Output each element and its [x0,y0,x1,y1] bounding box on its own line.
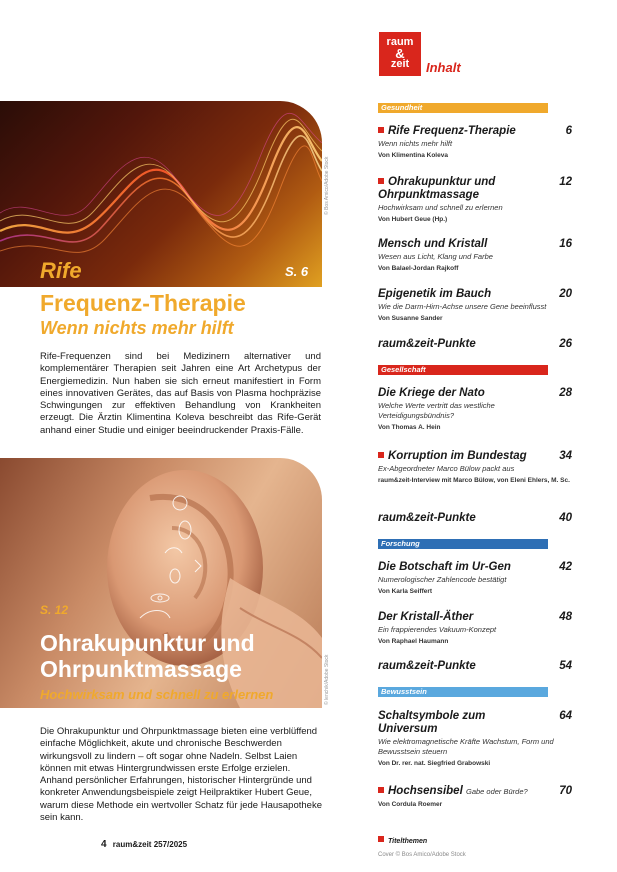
toc-entry-author: Von Dr. rer. nat. Siegfried Grabowski [378,760,491,767]
toc-entry-title: raum&zeit-Punkte [378,512,476,524]
toc-entry-title: Ohrakupunktur und Ohrpunktmassage [378,176,496,201]
toc-entry-title: Die Botschaft im Ur-Gen [378,561,511,573]
toc-entry-subtitle: Wie die Darm-Hirn-Achse unsere Gene beeinflusst [378,302,547,311]
toc-entry[interactable] [378,125,572,160]
toc-section-gesellschaft: Gesellschaft [378,365,548,375]
toc-entry-title: Rife Frequenz-Therapie [388,125,516,137]
toc-entry-subtitle: Ex-Abgeordneter Marco Bülow packt aus [378,464,515,473]
toc-entry-title: Korruption im Bundestag [388,450,527,462]
toc-entry[interactable] [378,387,572,432]
toc-entry[interactable] [378,512,572,525]
toc-entry[interactable] [378,176,572,224]
toc-legend [378,836,427,845]
article2-subtitle: Hochwirksam und schnell zu erlernen [40,687,274,702]
toc-entry[interactable] [378,561,572,596]
toc-entry[interactable] [378,611,572,646]
toc-entry-page: 16 [559,238,572,250]
toc-entry[interactable] [378,710,572,768]
toc-entry-subtitle: Wie elektromagnetische Kräfte Wachstum, Form und Bewusstsein steuern [378,737,554,756]
toc-entry-page: 48 [559,611,572,623]
footer-page-number: 4 [101,839,107,850]
logo-line1: raum [386,36,414,48]
article2-title [40,630,255,682]
toc-entry-page: 20 [559,288,572,300]
toc-entry-title: Die Kriege der Nato [378,387,485,399]
toc-section-gesundheit: Gesundheit [378,103,548,113]
toc-entry[interactable] [378,338,572,351]
toc-entry-author: Von Klimentina Koleva [378,152,448,159]
toc-entry-title: Mensch und Kristall [378,238,488,250]
toc-entry[interactable] [378,238,572,273]
toc-entry-subtitle: Hochwirksam und schnell zu erlernen [378,203,503,212]
toc-entry-page: 40 [559,512,572,524]
toc-entry-author: Von Susanne Sander [378,315,443,322]
logo-ampersand: & [395,46,405,61]
toc-entry-page: 70 [559,785,572,797]
magazine-logo [379,32,421,76]
toc-entry-author: Von Karla Seiffert [378,588,433,595]
article2-title-line2: Ohrpunktmassage [40,656,242,682]
logo-line2: zeit [390,58,410,70]
toc-entry-title: raum&zeit-Punkte [378,660,476,672]
article1-kicker: Rife [40,258,82,283]
toc-entry-page: 42 [559,561,572,573]
toc-entry-page: 12 [559,176,572,188]
toc-entry-page: 28 [559,387,572,399]
article1-subtitle: Wenn nichts mehr hilft [40,318,234,338]
toc-section-forschung: Forschung [378,539,548,549]
toc-entry-page: 34 [559,450,572,462]
toc-entry-subtitle: Numerologischer Zahlencode bestätigt [378,575,507,584]
footer-magazine: raum&zeit 257/2025 [112,840,188,849]
legend-marker-icon [378,836,384,842]
toc-entry-author: Von Hubert Geue (Hp.) [378,216,448,223]
toc-entry-page: 26 [559,338,572,350]
toc-entry[interactable] [378,450,572,485]
toc-entry-page: 6 [565,125,572,137]
toc-entry-title: Schaltsymbole zum Universum [378,710,486,735]
toc-entry[interactable] [378,660,572,673]
article1-image-credit: © Bos Amico/Adobe Stock [324,156,330,215]
toc-entry-page: 54 [559,660,572,672]
article2-body: Die Ohrakupunktur und Ohrpunktmassage bieten eine verblüffend einfache Möglichkeit, akute und chronische Beschwerden wirkungsvoll zu lindern – oft sogar ohne Nadeln. Selbst Laien können mit etwas Hintergrundwissen erste Erfolge erzielen. Anhand persönlicher Erfahrungen, historischer Hintergründe und konkreter Anwendungsbeispiele zeigt Heilpraktiker Hubert Geue, warum diese Methode ein wertvoller Schatz für jede Hausapotheke sein kann. [40,726,322,824]
toc-entry-subtitle: Wenn nichts mehr hilft [378,139,453,148]
toc-entry-author: Von Balael-Jordan Rajkoff [378,265,459,272]
article2-image-credit: © lenchik/Adobe Stock [324,654,330,705]
toc-entry-author: Von Raphael Haumann [378,638,449,645]
title-topic-marker-icon [378,127,384,133]
title-topic-marker-icon [378,452,384,458]
toc-entry-title: Hochsensibel [388,785,463,797]
article1-page-ref: S. 6 [285,264,309,279]
toc-section-bewusstsein: Bewusstsein [378,687,548,697]
toc-entry-subtitle: Wesen aus Licht, Klang und Farbe [378,252,493,261]
cover-credit: Cover © Bos Amico/Adobe Stock [378,852,466,858]
toc-entry-author: Von Thomas A. Hein [378,424,441,431]
toc-entry-subtitle: Welche Werte vertritt das westliche Verteidigungsbündnis? [378,401,495,420]
toc-entry-page: 64 [559,710,572,722]
toc-entry-author: raum&zeit-Interview mit Marco Bülow, von Eleni Ehlers, M. Sc. [378,477,570,484]
toc-entry[interactable] [378,785,572,809]
toc-entry-title: Der Kristall-Äther [378,611,474,623]
title-topic-marker-icon [378,178,384,184]
title-topic-marker-icon [378,787,384,793]
section-title: Inhalt [426,60,461,75]
toc-entry-title: raum&zeit-Punkte [378,338,476,350]
toc-entry-title: Epigenetik im Bauch [378,288,492,300]
page-footer [101,839,187,850]
legend-label: Titelthemen [388,838,428,845]
article2-title-line1: Ohrakupunktur und [40,630,255,656]
toc-entry-inline-subtitle: Gabe oder Bürde? [465,787,528,796]
article1-body: Rife-Frequenzen sind bei Medizinern alternativer und komplementärer Therapien seit Jahren eine Art Archetypus der Energiemedizin. Nun haben sie sich erneut manifestiert in Form eines innovativen Gerätes, das auf Basis von Plasma hochpräzise Schwingungen zur effektiven Behandlung von Krankheiten erzeugt. Die Ärztin Klimentina Koleva beschreibt das Rife-Gerät anhand einer Studie und einiger beeindruckender Praxis-Fälle. [40,351,321,436]
toc-entry-subtitle: Ein frappierendes Vakuum-Konzept [378,625,497,634]
article2-page-ref: S. 12 [40,603,69,617]
article1-title: Frequenz-Therapie [40,290,246,316]
toc-entry[interactable] [378,288,572,323]
toc-entry-author: Von Cordula Roemer [378,801,443,808]
